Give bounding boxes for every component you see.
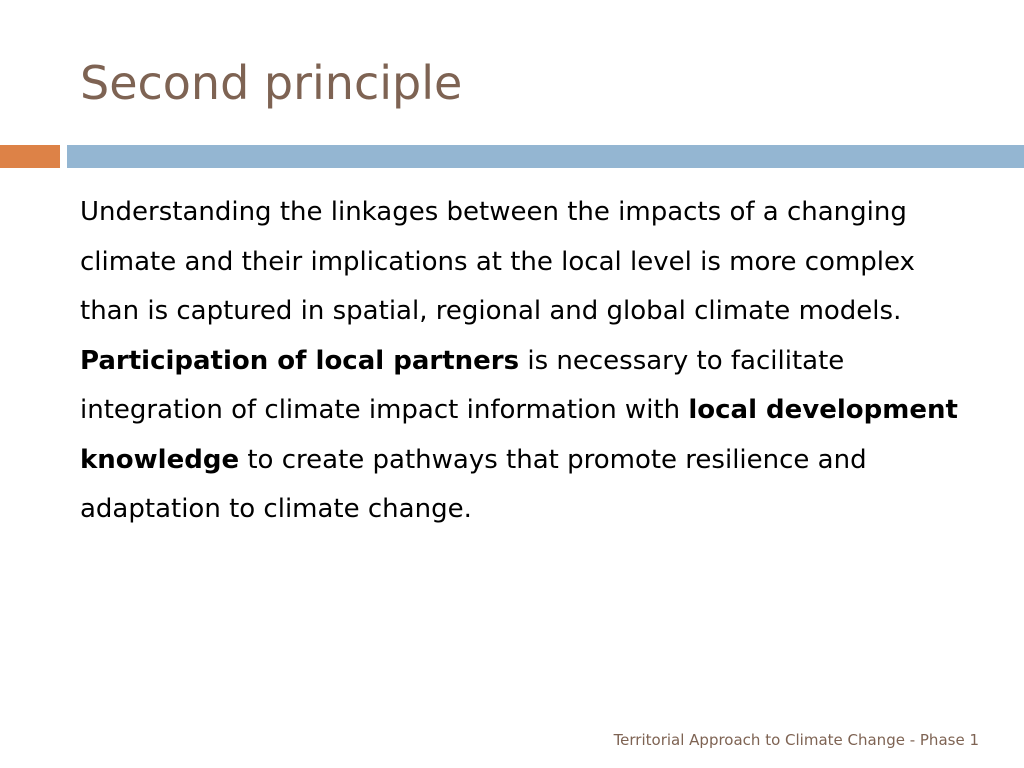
body-bold-participation: Participation of local partners <box>80 345 520 376</box>
slide-footer: Territorial Approach to Climate Change - Phase 1 <box>613 731 979 749</box>
body-text-part-2: is necessary to facilitate integration of climate impact information with <box>80 345 845 425</box>
body-text-part-3: to create pathways that promote resilience and adaptation to climate change. <box>80 444 867 524</box>
accent-bar-orange <box>0 145 60 168</box>
body-bold-local-knowledge: local development knowledge <box>80 395 958 475</box>
body-text-part-1: Understanding the linkages between the impacts of a changing climate and their implications at the local level is more complex than is captured in spatial, regional and global climate models. <box>80 197 915 326</box>
slide-title: Second principle <box>80 56 463 110</box>
body-paragraph <box>80 188 970 535</box>
accent-bar-blue <box>67 145 1024 168</box>
